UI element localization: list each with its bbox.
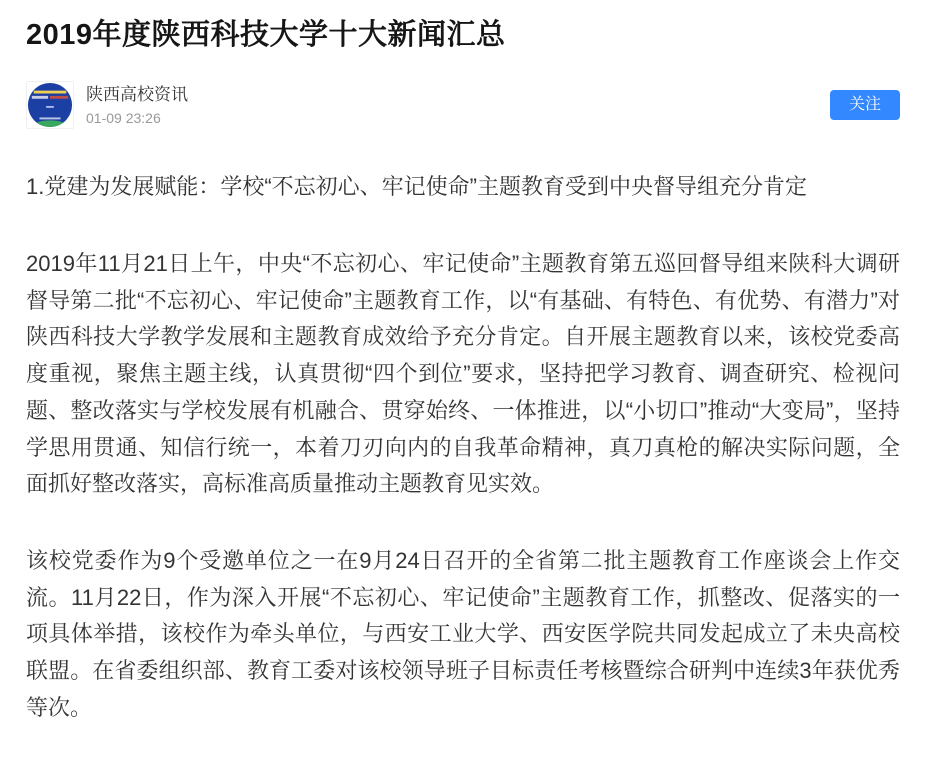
article-title: 2019年度陕西科技大学十大新闻汇总 xyxy=(26,19,506,51)
article-paragraph: 该校党委作为9个受邀单位之一在9月24日召开的全省第二批主题教育工作座谈会上作交流。11月22日，作为深入开展“不忘初心、牢记使命”主题教育工作，抓整改、促落实的一项具体举措，该校作为牵头单位，与西安工业大学、西安医学院共同发起成立了未央高校联盟。在省委组织部、教育工委对该校领导班子目标责任考核暨综合研判中连续3年获优秀等次。 xyxy=(26,548,900,720)
publish-timestamp: 01-09 23:26 xyxy=(86,110,161,127)
author-name[interactable]: 陕西高校资讯 xyxy=(86,85,188,105)
author-meta xyxy=(86,84,188,126)
author-row xyxy=(26,81,900,129)
author-avatar[interactable] xyxy=(26,81,74,129)
article-paragraph: 2019年11月21日上午，中央“不忘初心、牢记使命”主题教育第五巡回督导组来陕科大调研督导第二批“不忘初心、牢记使命”主题教育工作，以“有基础、有特色、有优势、有潜力”对陕西科技大学教学发展和主题教育成效给予充分肯定。自开展主题教育以来，该校党委高度重视，聚焦主题主线，认真贯彻“四个到位”要求，坚持把学习教育、调查研究、检视问题、整改落实与学校发展有机融合、贯穿始终、一体推进，以“小切口”推动“大变局”，坚持学思用贯通、知信行统一，本着刀刃向内的自我革命精神，真刀真枪的解决实际问题，全面抓好整改落实，高标准高质量推动主题教育见实效。 xyxy=(26,250,900,497)
avatar-image-icon xyxy=(27,82,73,128)
section-heading: 1.党建为发展赋能：学校“不忘初心、牢记使命”主题教育受到中央督导组充分肯定 xyxy=(26,174,808,200)
follow-button[interactable]: 关注 xyxy=(830,90,900,120)
